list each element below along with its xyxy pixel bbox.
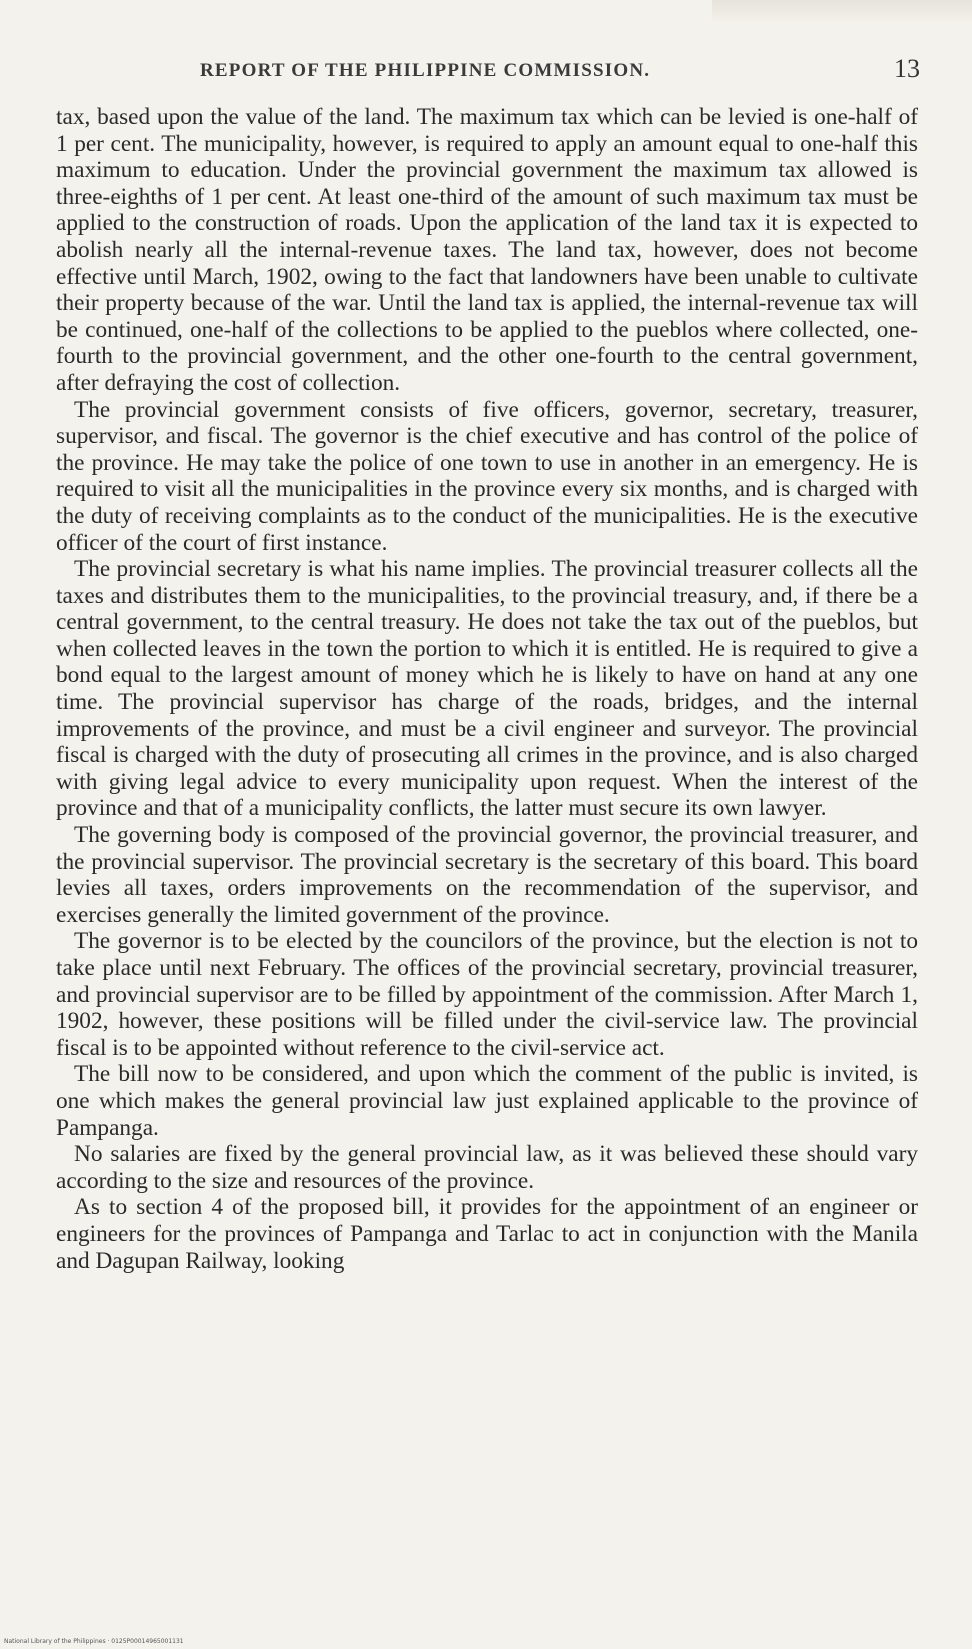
paragraph: The bill now to be considered, and upon which the comment of the public is invited, is one which makes the general provincial law just explained applicable to the province of Pampanga. — [56, 1061, 918, 1141]
paragraph: The governing body is composed of the provincial governor, the provincial treasurer, and the provincial supervisor. The provincial secretary is the secretary of this board. This board levies all taxes, orders improvements on the recommendation of the supervisor, and exercises generally the limited government of the province. — [56, 822, 918, 928]
running-title: REPORT OF THE PHILIPPINE COMMISSION. — [200, 60, 651, 81]
scan-footer-note: National Library of the Philippines · 0125P00014965001131 — [4, 1638, 184, 1645]
paragraph: tax, based upon the value of the land. The maximum tax which can be levied is one-half of 1 per cent. The municipality, however, is required to apply an amount equal to one-half this maximum to education. Under the provincial government the maximum tax allowed is three-eighths of 1 per cent. At least one-third of the amount of such maximum tax must be applied to the construction of roads. Upon the application of the land tax it is expected to abolish nearly all the internal-revenue taxes. The land tax, however, does not become effective until March, 1902, owing to the fact that landowners have been unable to cultivate their property because of the war. Until the land tax is applied, the internal-revenue tax will be continued, one-half of the collections to be applied to the pueblos where collected, one-fourth to the provincial government, and the other one-fourth to the central government, after defraying the cost of collection. — [56, 104, 918, 396]
body-text — [56, 104, 918, 1274]
page-number: 13 — [894, 54, 920, 83]
paragraph: The provincial secretary is what his name implies. The provincial treasurer collects all the taxes and distributes them to the municipalities, to the provincial treasury, and, if there be a central government, to the central treasury. He does not take the tax out of the pueblos, but when collected leaves in the town the portion to which it is entitled. He is required to give a bond equal to the largest amount of money which he is likely to have on hand at any one time. The provincial supervisor has charge of the roads, bridges, and the internal improvements of the province, and must be a civil engineer and surveyor. The provincial fiscal is charged with the duty of prosecuting all crimes in the province, and is also charged with giving legal advice to every municipality upon request. When the interest of the province and that of a municipality conflicts, the latter must secure its own lawyer. — [56, 556, 918, 822]
paragraph: The governor is to be elected by the councilors of the province, but the election is not to take place until next February. The offices of the provincial secretary, provincial treasurer, and provincial supervisor are to be filled by appointment of the commission. After March 1, 1902, however, these positions will be filled under the civil-service law. The provincial fiscal is to be appointed without reference to the civil-service act. — [56, 928, 918, 1061]
scan-edge-shadow — [712, 0, 972, 24]
paragraph: As to section 4 of the proposed bill, it provides for the appointment of an engineer or engineers for the provinces of Pampanga and Tarlac to act in conjunction with the Manila and Dagupan Railway, looking — [56, 1194, 918, 1274]
running-header — [60, 50, 920, 90]
paragraph: The provincial government consists of five officers, governor, secretary, treasurer, supervisor, and fiscal. The governor is the chief executive and has control of the police of the province. He may take the police of one town to use in another in an emergency. He is required to visit all the municipalities in the province every six months, and is charged with the duty of receiving complaints as to the conduct of the municipalities. He is the executive officer of the court of first instance. — [56, 396, 918, 556]
paragraph: No salaries are fixed by the general provincial law, as it was believed these should vary according to the size and resources of the province. — [56, 1141, 918, 1194]
